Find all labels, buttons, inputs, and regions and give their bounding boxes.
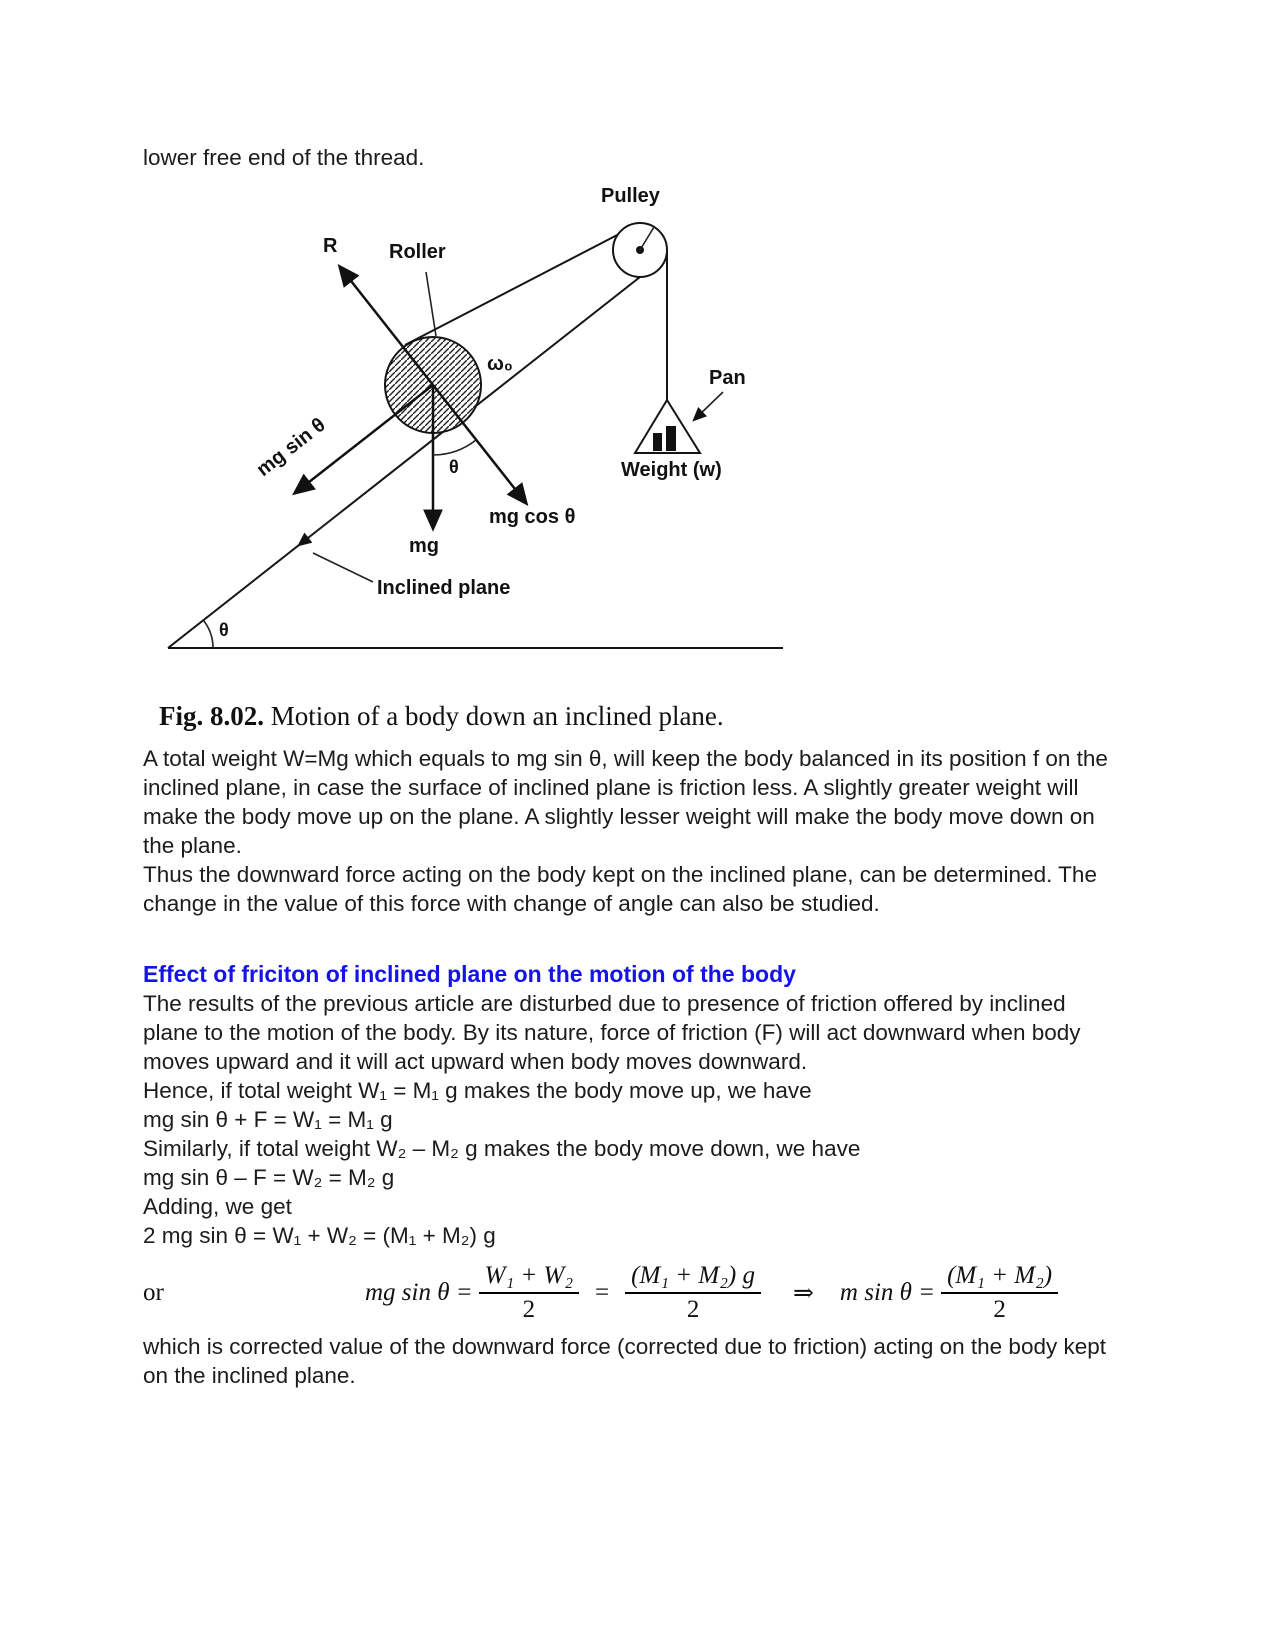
weight-bar (653, 433, 662, 451)
derivation-line-5: Adding, we get (143, 1194, 292, 1219)
fraction-2 (625, 1262, 761, 1324)
derivation-line-2: mg sin θ + F = W₁ = M₁ g (143, 1107, 393, 1132)
closing-paragraph: which is corrected value of the downward force (corrected due to friction) acting on the body kept on the inclined plane. (143, 1334, 1107, 1388)
equation-rhs-lhs: m sin θ = (839, 1279, 936, 1306)
fraction-3 (941, 1262, 1058, 1324)
derivation-line-3: Similarly, if total weight W₂ – M₂ g makes the body move down, we have (143, 1136, 861, 1161)
figure-caption (159, 701, 1135, 732)
incline-direction-arrow (299, 512, 341, 545)
mg-label: mg (409, 535, 439, 557)
roller-label: Roller (389, 241, 446, 263)
roller-theta-label: θ (449, 457, 459, 477)
omega-label: ω₀ (487, 353, 513, 375)
paragraph-3: The results of the previous article are disturbed due to presence of friction offered by inclined plane to the motion of the body. By its nature, force of friction (F) will act downward when body moves upward and it will act upward when body moves downward. (143, 991, 1081, 1074)
derivation-line-4: mg sin θ – F = W₂ = M₂ g (143, 1165, 395, 1190)
pan-label: Pan (709, 367, 746, 389)
base-theta-label: θ (219, 620, 229, 640)
fraction-3-denominator: 2 (993, 1296, 1006, 1323)
paragraph-2: Thus the downward force acting on the body kept on the inclined plane, can be determined. The change in the value of this force with change of angle can also be studied. (143, 862, 1097, 916)
figure-caption-text: Motion of a body down an inclined plane. (264, 701, 724, 731)
fraction-1-numerator: W₁ + W₂ (479, 1262, 579, 1294)
fraction-3-numerator: (M₁ + M₂) (941, 1262, 1058, 1294)
figure-number: Fig. 8.02. (159, 701, 264, 731)
roller-angle-arc (433, 440, 476, 455)
mg-sin-label: mg sin θ (252, 413, 330, 481)
equation-lhs: mg sin θ = (365, 1279, 473, 1306)
reaction-label: R (323, 235, 338, 257)
derivation-line-6: 2 mg sin θ = W₁ + W₂ = (M₁ + M₂) g (143, 1223, 496, 1248)
fraction-2-numerator: (M₁ + M₂) g (625, 1262, 761, 1294)
figure-inclined-plane (143, 180, 843, 697)
intro-line: lower free end of the thread. (143, 145, 425, 170)
equation-or-label: or (143, 1279, 164, 1306)
section-heading: Effect of friciton of inclined plane on the motion of the body (143, 961, 796, 987)
pulley-label: Pulley (601, 185, 660, 207)
inclined-plane-label: Inclined plane (377, 577, 511, 599)
mg-cos-label: mg cos θ (489, 506, 576, 528)
fraction-1-denominator: 2 (522, 1296, 536, 1323)
derivation-line-1: Hence, if total weight W₁ = M₁ g makes the body move up, we have (143, 1078, 812, 1103)
pan-pointer-arrow (694, 392, 723, 420)
inclined-plane-leader-line (313, 553, 373, 582)
equation-equals-sign: = (595, 1279, 610, 1306)
implies-arrow: ⇒ (792, 1280, 814, 1307)
paragraph-1: A total weight W=Mg which equals to mg sin θ, will keep the body balanced in its position f on the inclined plane, in case the surface of inclined plane is friction less. A slightly greater weight will make the body move up on the plane. A slightly lesser weight will make the body move down on the plane. (143, 746, 1108, 858)
fraction-2-denominator: 2 (686, 1296, 700, 1323)
weight-label: Weight (w) (621, 459, 722, 481)
normal-reaction-arrow (340, 267, 433, 385)
roller-leader-line (426, 272, 436, 336)
equation-row (143, 1262, 1135, 1324)
fraction-1 (479, 1262, 579, 1324)
inclined-plane-diagram (143, 180, 843, 692)
base-angle-arc (203, 620, 213, 648)
weight-bar (666, 426, 676, 451)
